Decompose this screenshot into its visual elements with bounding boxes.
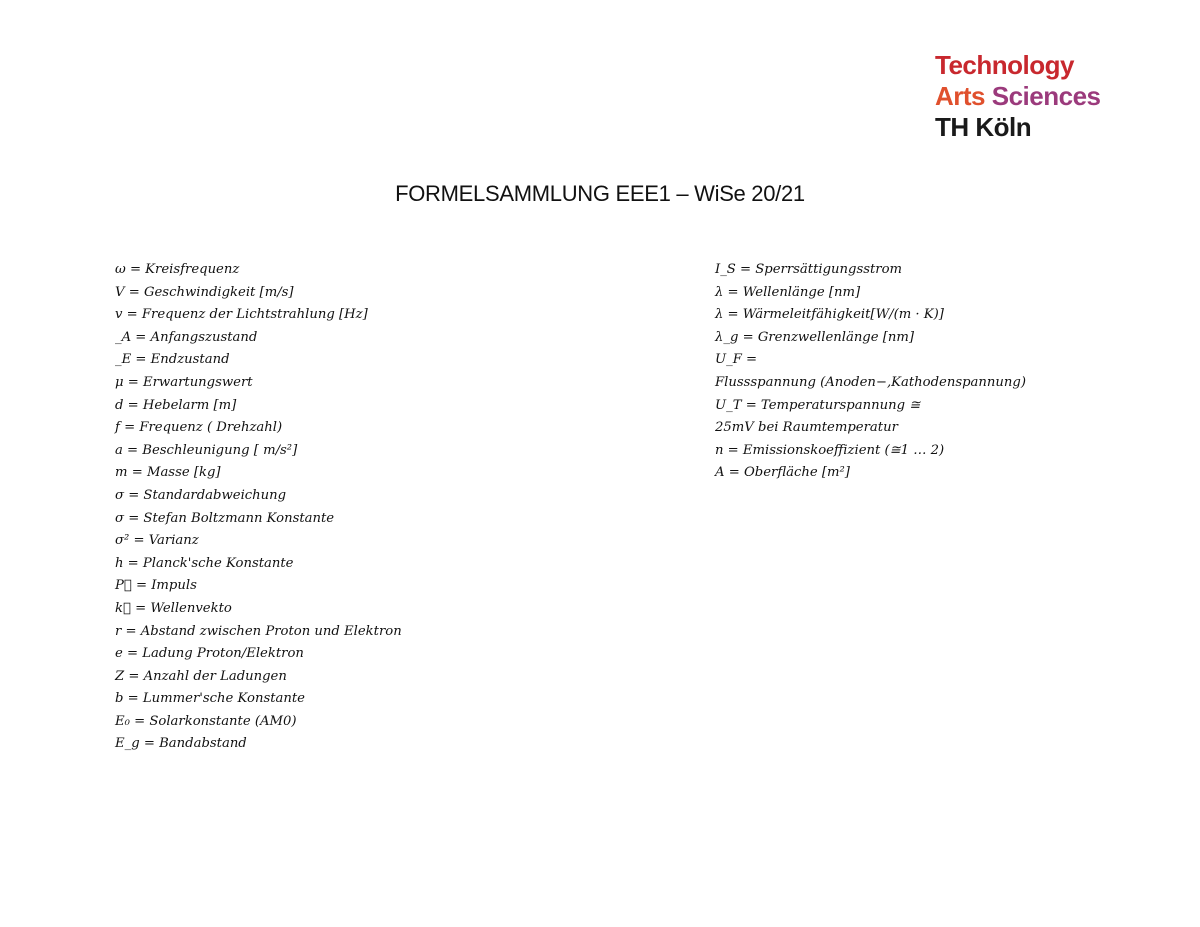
formula-line: I_S = Sperrsättigungsstrom xyxy=(715,262,903,277)
formula-line: _E = Endzustand xyxy=(115,352,230,368)
formula-line: f = Frequenz ( Drehzahl) xyxy=(115,420,283,436)
logo-line-arts-sciences xyxy=(935,81,1115,112)
formula-line: m = Masse [kg] xyxy=(115,465,221,481)
formula-list-right xyxy=(715,259,1026,485)
logo-line-th-koeln: TH Köln xyxy=(935,112,1032,142)
formula-line: V = Geschwindigkeit [m/s] xyxy=(115,284,294,300)
logo-line-technology: Technology xyxy=(935,50,1074,80)
formula-line: h = Planck'sche Konstante xyxy=(115,555,294,571)
formula-line: E_g = Bandabstand xyxy=(115,736,247,752)
formula-line: A = Oberfläche [m²] xyxy=(715,465,850,481)
logo-word-arts: Arts xyxy=(935,81,986,111)
formula-line: E₀ = Solarkonstante (AM0) xyxy=(115,713,297,729)
formula-line: σ = Standardabweichung xyxy=(115,487,287,503)
formula-line: Z = Anzahl der Ladungen xyxy=(115,668,287,684)
formula-line: σ = Stefan Boltzmann Konstante xyxy=(115,510,335,526)
formula-line: ω = Kreisfrequenz xyxy=(115,262,240,277)
logo-word-sciences: Sciences xyxy=(991,81,1101,111)
formula-line: U_T = Temperaturspannung ≅ xyxy=(715,397,921,413)
formula-line: v = Frequenz der Lichtstrahlung [Hz] xyxy=(115,307,368,323)
formula-line: Flussspannung (Anoden−,Kathodenspannung) xyxy=(715,374,1026,390)
formula-line: b = Lummer'sche Konstante xyxy=(115,691,305,707)
formula-line: μ = Erwartungswert xyxy=(115,374,253,390)
formula-line: a = Beschleunigung [ m/s²] xyxy=(115,442,298,458)
formula-line: n = Emissionskoeffizient (≅1 … 2) xyxy=(715,442,945,458)
formula-line: d = Hebelarm [m] xyxy=(115,397,237,413)
formula-list-left xyxy=(115,259,402,756)
formula-line: P⃗ = Impuls xyxy=(115,578,197,594)
formula-line: k⃗ = Wellenvekto xyxy=(115,600,232,616)
formula-line: λ = Wärmeleitfähigkeit[W/(m · K)] xyxy=(715,307,944,323)
formula-line: r = Abstand zwischen Proton und Elektron xyxy=(115,623,402,639)
formula-line: λ_g = Grenzwellenlänge [nm] xyxy=(715,329,915,345)
th-koeln-logo xyxy=(935,50,1115,143)
formula-line: _A = Anfangszustand xyxy=(115,329,258,345)
formula-line: U_F = xyxy=(715,352,758,368)
formula-line: e = Ladung Proton/Elektron xyxy=(115,646,304,662)
formula-line: λ = Wellenlänge [nm] xyxy=(715,284,861,300)
formula-line: 25mV bei Raumtemperatur xyxy=(715,420,898,436)
document-title: FORMELSAMMLUNG EEE1 – WiSe 20/21 xyxy=(395,181,805,206)
formula-line: σ² = Varianz xyxy=(115,533,199,549)
